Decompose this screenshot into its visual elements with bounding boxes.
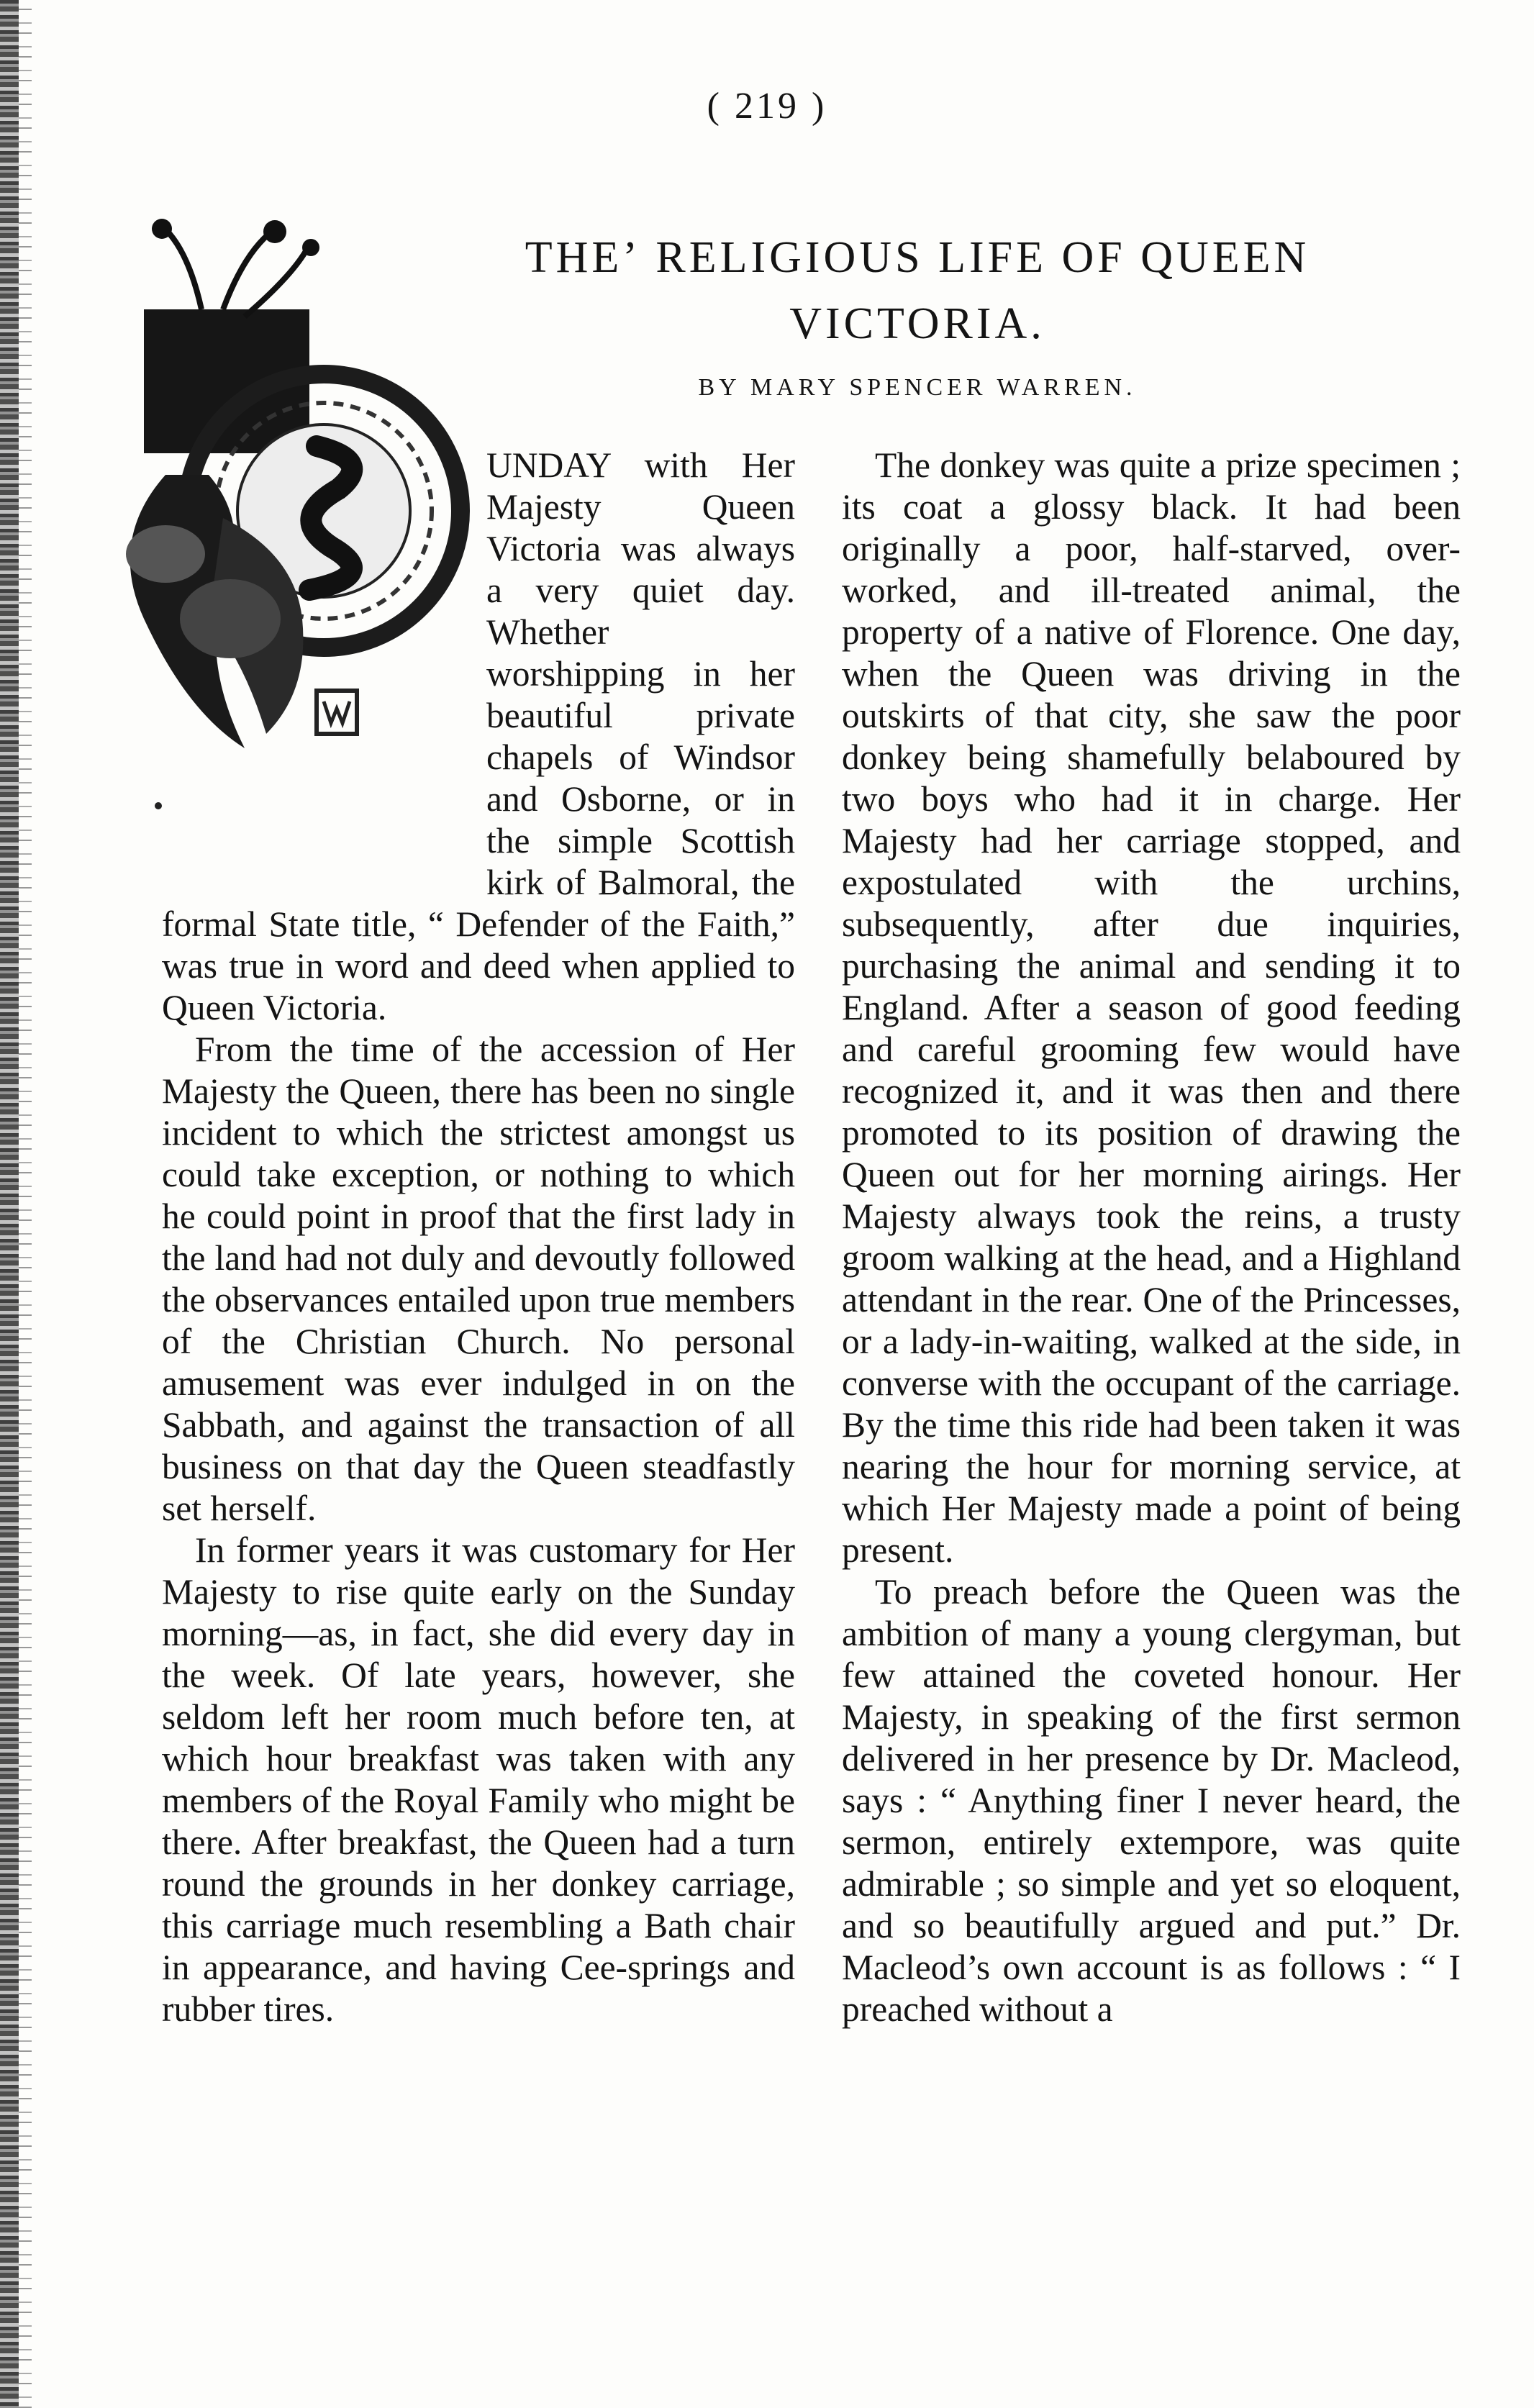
article-byline: BY MARY SPENCER WARREN. — [698, 374, 1137, 401]
right-paragraph-1: The donkey was quite a prize specimen ; its coat a glossy black. It had been originally a poor, half-starved, over-worked, and ill-treated animal, the property of a native of Florence. One day, when the Queen was driving in the outskirts of that city, she saw the poor donkey being shamefully belaboured by two boys who had it in charge. Her Majesty had her carriage stopped, and expostulated with the urchins, subsequently, after due inquiries, purchasing the animal and sending it to England. After a season of good feeding and careful grooming few would have recognized it, and it was then and there promoted to its position of drawing the Queen out for her morning airings. Her Majesty always took the reins, a trusty groom walking at the head, and a Highland attendant in the rear. One of the Princesses, or a lady-in-waiting, walked at the side, in converse with the occupant of the carriage. By the time this ride had been taken it was nearing the hour for morning service, at which Her Majesty made a point of being present. — [842, 445, 1461, 1570]
drop-cap-space — [162, 445, 482, 904]
scanned-page-edge — [0, 0, 19, 2408]
left-paragraph-2: From the time of the accession of Her Majesty the Queen, there has been no single incident to which the strictest amongst us could take exception, or nothing to which he could point in proof that the first lady in the land had not duly and devoutly followed the observances entailed upon true members of the Christian Church. No personal amusement was ever indulged in on the Sabbath, and against the transaction of all business on that day the Queen steadfastly set herself. — [162, 1030, 795, 1528]
right-paragraph-2: To preach before the Queen was the ambition of many a young clergyman, but few attained the coveted honour. Her Majesty, in speaking of the first sermon delivered in her presence by Dr. Macleod, says : “ Anything finer I never heard, the sermon, entirely extempore, was quite admirable ; so simple and yet so eloquent, and so beautifully argued and put.” Dr. Macleod’s own account is as follows : “ I preached without a — [842, 1572, 1461, 2029]
page-number: ( 219 ) — [707, 86, 827, 127]
scanned-page-edge-shadow — [19, 0, 32, 2408]
article-title: THEʼ RELIGIOUS LIFE OF QUEEN VICTORIA. — [525, 233, 1310, 348]
right-column — [842, 445, 1461, 2030]
left-paragraph-3: In former years it was customary for Her Majesty to rise quite early on the Sunday morning—as, in fact, she did every day in the week. Of late years, however, she seldom left her room much before ten, at which hour breakfast was taken with any members of the Royal Family who might be there. After breakfast, the Queen had a turn round the grounds in her donkey carriage, this carriage much resembling a Bath chair in appearance, and having Cee-springs and rubber tires. — [162, 1530, 795, 2029]
left-column — [162, 445, 795, 2030]
left-paragraph-1: UNDAY with Her Majesty Queen Victoria was always a very quiet day. Whether worshipping in her beautiful private chapels of Windsor and Osborne, or in the simple Scottish kirk of Balmoral, the formal State title, “ Defender of the Faith,” was true in word and deed when applied to Queen Victoria. — [162, 445, 795, 1027]
